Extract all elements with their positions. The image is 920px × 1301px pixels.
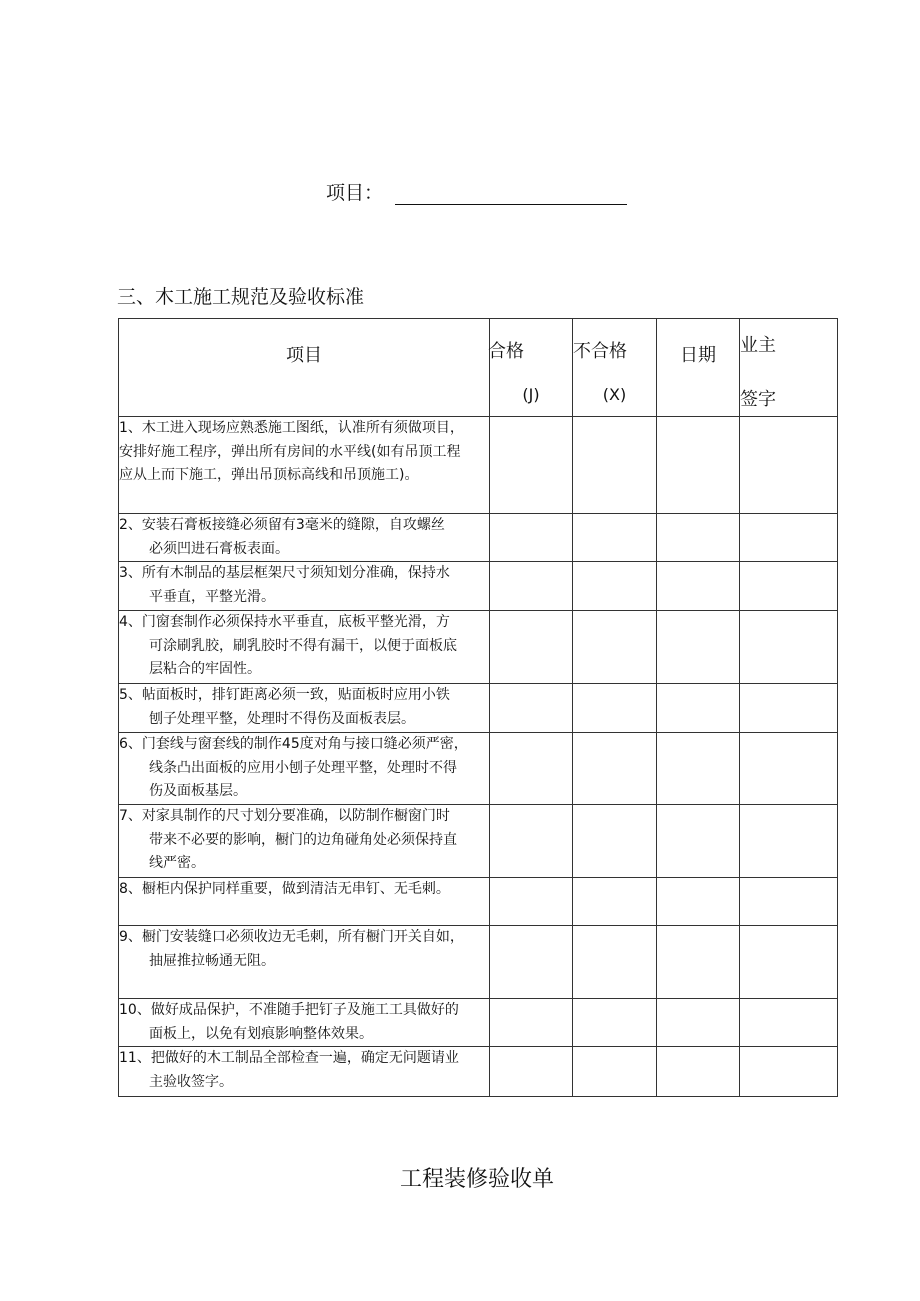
- pass-cell[interactable]: [490, 805, 573, 878]
- row-text-line: 必须凹进石膏板表面。: [149, 540, 289, 557]
- sign-cell[interactable]: [740, 878, 838, 926]
- sign-cell[interactable]: [740, 805, 838, 878]
- header-date-label: 日期: [680, 345, 716, 366]
- date-cell[interactable]: [657, 733, 740, 805]
- sign-cell[interactable]: [740, 684, 838, 733]
- row-text-line: 1、木工进入现场应熟悉施工图纸，认准所有须做项目，: [119, 420, 464, 436]
- row-item-text: [119, 1047, 490, 1097]
- project-field: [326, 178, 627, 205]
- table-row: [119, 999, 838, 1047]
- header-pass-mark: (J): [522, 385, 540, 404]
- date-cell[interactable]: [657, 805, 740, 878]
- project-blank-line: [395, 182, 627, 205]
- sign-cell[interactable]: [740, 417, 838, 514]
- sign-cell[interactable]: [740, 733, 838, 805]
- pass-cell[interactable]: [490, 562, 573, 611]
- table-row: [119, 733, 838, 805]
- header-sign: [740, 319, 838, 417]
- table-row: [119, 878, 838, 926]
- date-cell[interactable]: [657, 926, 740, 999]
- header-pass: [490, 319, 573, 417]
- row-text-line: 刨子处理平整，处理时不得伤及面板表层。: [149, 710, 415, 727]
- fail-cell[interactable]: [573, 514, 657, 562]
- header-item-label: 项目: [286, 345, 322, 366]
- table-row: [119, 417, 838, 514]
- row-text-line: 9、橱门安装缝口必须收边无毛刺，所有橱门开关自如，: [119, 929, 464, 945]
- row-item-text: [119, 805, 490, 878]
- row-text-line: 主验收签字。: [149, 1073, 233, 1090]
- row-text-line: 伤及面板基层。: [149, 783, 247, 799]
- row-item-text: [119, 926, 490, 999]
- date-cell[interactable]: [657, 611, 740, 684]
- row-text-line: 带来不必要的影响，橱门的边角碰角处必须保持直: [149, 831, 457, 848]
- row-text-line: 3、所有木制品的基层框架尺寸须知划分准确，保持水: [119, 565, 450, 581]
- header-fail-mark: (X): [602, 385, 627, 404]
- row-text-line: 应从上而下施工，弹出吊顶标高线和吊顶施工)。: [119, 467, 419, 483]
- row-item-text: [119, 733, 490, 805]
- sign-cell[interactable]: [740, 562, 838, 611]
- table-row: [119, 611, 838, 684]
- fail-cell[interactable]: [573, 805, 657, 878]
- row-text-line: 7、对家具制作的尺寸划分要准确，以防制作橱窗门时: [119, 808, 450, 824]
- pass-cell[interactable]: [490, 926, 573, 999]
- row-item-text: [119, 684, 490, 733]
- fail-cell[interactable]: [573, 562, 657, 611]
- date-cell[interactable]: [657, 999, 740, 1047]
- row-item-text: [119, 514, 490, 562]
- date-cell[interactable]: [657, 514, 740, 562]
- row-text-line: 6、门套线与窗套线的制作45度对角与接口缝必须严密，: [119, 736, 468, 752]
- fail-cell[interactable]: [573, 611, 657, 684]
- row-item-text: [119, 417, 490, 514]
- pass-cell[interactable]: [490, 684, 573, 733]
- pass-cell[interactable]: [490, 611, 573, 684]
- date-cell[interactable]: [657, 1047, 740, 1097]
- header-fail: [573, 319, 657, 417]
- table-row: [119, 805, 838, 878]
- table-header-row: [119, 319, 838, 417]
- row-text-line: 4、门窗套制作必须保持水平垂直，底板平整光滑，方: [119, 614, 450, 630]
- table-row: [119, 562, 838, 611]
- pass-cell[interactable]: [490, 417, 573, 514]
- section-title: 三、木工施工规范及验收标准: [117, 286, 365, 308]
- date-cell[interactable]: [657, 878, 740, 926]
- row-text-line: 平垂直，平整光滑。: [149, 588, 275, 605]
- fail-cell[interactable]: [573, 684, 657, 733]
- row-text-line: 线条凸出面板的应用小刨子处理平整，处理时不得: [149, 759, 457, 776]
- inspection-table: [118, 318, 838, 1097]
- table-row: [119, 1047, 838, 1097]
- table-row: [119, 514, 838, 562]
- sign-cell[interactable]: [740, 514, 838, 562]
- project-label: 项目：: [326, 182, 384, 204]
- fail-cell[interactable]: [573, 926, 657, 999]
- fail-cell[interactable]: [573, 999, 657, 1047]
- pass-cell[interactable]: [490, 878, 573, 926]
- date-cell[interactable]: [657, 562, 740, 611]
- row-text-line: 5、帖面板时，排钉距离必须一致，贴面板时应用小铁: [119, 687, 450, 703]
- table-row: [119, 684, 838, 733]
- row-text-line: 抽屉推拉畅通无阻。: [149, 952, 275, 969]
- fail-cell[interactable]: [573, 417, 657, 514]
- row-text-line: 10、做好成品保护，不准随手把钉子及施工工具做好的: [119, 1002, 459, 1018]
- row-item-text: [119, 999, 490, 1047]
- row-item-text: [119, 562, 490, 611]
- row-text-line: 2、安装石膏板接缝必须留有3毫米的缝隙，自攻螺丝: [119, 517, 445, 533]
- row-text-line: 11、把做好的木工制品全部检查一遍，确定无问题请业: [119, 1050, 459, 1066]
- header-date: [657, 319, 740, 417]
- fail-cell[interactable]: [573, 878, 657, 926]
- row-text-line: 线严密。: [149, 855, 205, 871]
- pass-cell[interactable]: [490, 999, 573, 1047]
- pass-cell[interactable]: [490, 1047, 573, 1097]
- date-cell[interactable]: [657, 417, 740, 514]
- pass-cell[interactable]: [490, 733, 573, 805]
- row-text-line: 层粘合的牢固性。: [149, 661, 261, 677]
- sign-cell[interactable]: [740, 926, 838, 999]
- row-item-text: [119, 611, 490, 684]
- pass-cell[interactable]: [490, 514, 573, 562]
- footer-title: 工程装修验收单: [399, 1167, 554, 1192]
- row-item-text: [119, 878, 490, 926]
- header-sign-label-1: 业主: [740, 335, 776, 356]
- sign-cell[interactable]: [740, 1047, 838, 1097]
- header-sign-label-2: 签字: [740, 389, 776, 410]
- fail-cell[interactable]: [573, 1047, 657, 1097]
- sign-cell[interactable]: [740, 999, 838, 1047]
- header-fail-label: 不合格: [573, 341, 627, 362]
- row-text-line: 8、橱柜内保护同样重要，做到清洁无串钉、无毛刺。: [119, 881, 450, 897]
- date-cell[interactable]: [657, 684, 740, 733]
- header-pass-label: 合格: [488, 341, 524, 362]
- sign-cell[interactable]: [740, 611, 838, 684]
- table-row: [119, 926, 838, 999]
- header-item: [119, 319, 490, 417]
- row-text-line: 安排好施工程序，弹出所有房间的水平线(如有吊顶工程: [119, 443, 461, 460]
- fail-cell[interactable]: [573, 733, 657, 805]
- row-text-line: 可涂刷乳胶，刷乳胶时不得有漏干，以便于面板底: [149, 637, 457, 654]
- row-text-line: 面板上，以免有划痕影响整体效果。: [149, 1025, 373, 1042]
